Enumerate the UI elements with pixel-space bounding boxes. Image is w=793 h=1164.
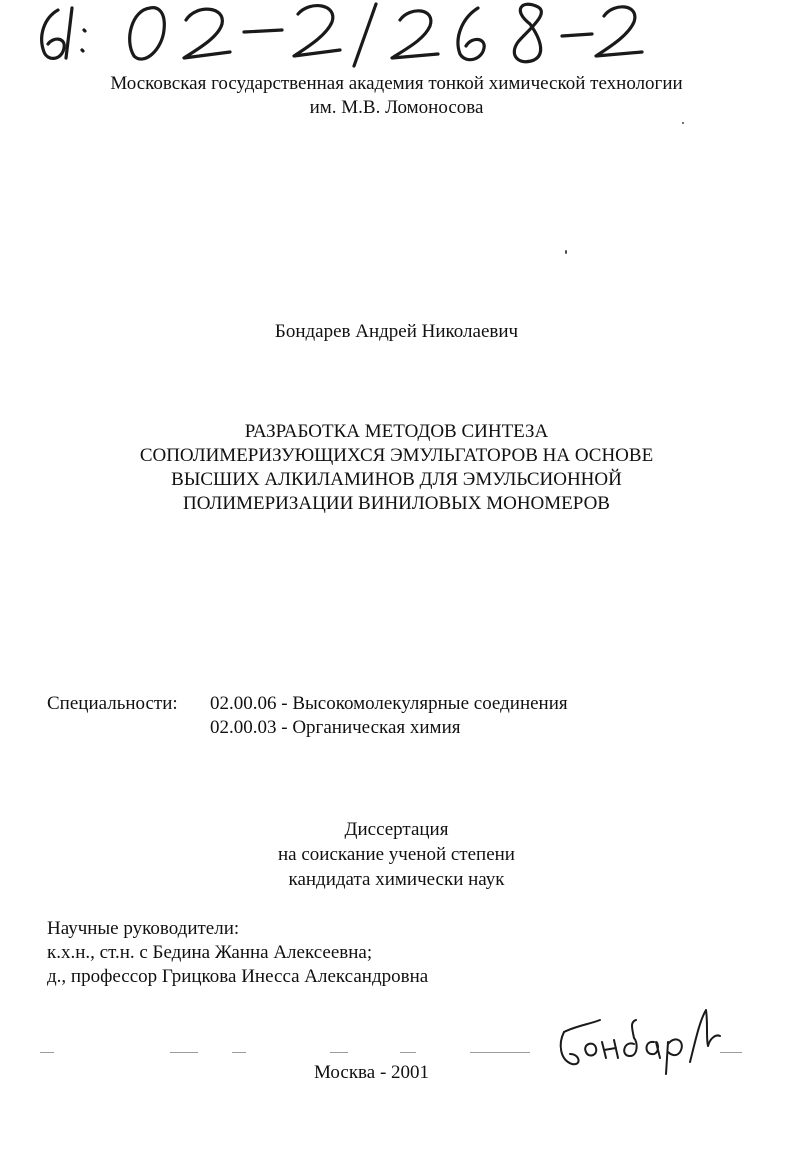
degree-line2: на соискание ученой степени xyxy=(278,844,515,865)
scan-mark xyxy=(232,1052,246,1053)
scan-speck xyxy=(565,250,567,254)
dissertation-title-line1: РАЗРАБОТКА МЕТОДОВ СИНТЕЗА xyxy=(244,421,549,442)
dissertation-title-line2: СОПОЛИМЕРИЗУЮЩИХСЯ ЭМУЛЬГАТОРОВ НА ОСНОВЕ xyxy=(139,445,654,466)
scan-mark xyxy=(40,1052,54,1053)
scan-mark xyxy=(170,1052,198,1053)
dissertation-title-line4: ПОЛИМЕРИЗАЦИИ ВИНИЛОВЫХ МОНОМЕРОВ xyxy=(183,493,610,514)
author-name: Бондарев Андрей Николаевич xyxy=(274,321,519,342)
institution-name-line2: им. М.В. Ломоносова xyxy=(309,97,484,118)
supervisors-label: Научные руководители: xyxy=(47,918,240,939)
scan-mark xyxy=(400,1052,416,1053)
dissertation-title-line3: ВЫСШИХ АЛКИЛАМИНОВ ДЛЯ ЭМУЛЬСИОННОЙ xyxy=(171,469,622,490)
handwritten-signature xyxy=(550,998,730,1076)
scan-speck xyxy=(682,122,684,124)
supervisor-item: к.х.н., ст.н. с Бедина Жанна Алексеевна; xyxy=(47,942,373,963)
scan-mark xyxy=(330,1052,348,1053)
speciality-item: 02.00.06 - Высокомолекулярные соединения xyxy=(210,693,568,714)
degree-line1: Диссертация xyxy=(344,819,449,840)
handwritten-catalog-number xyxy=(0,0,793,76)
place-year: Москва - 2001 xyxy=(314,1062,430,1083)
supervisor-item: д., профессор Грицкова Инесса Александровна xyxy=(47,966,429,987)
specialities-label: Специальности: xyxy=(47,693,178,714)
speciality-item: 02.00.03 - Органическая химия xyxy=(210,717,461,738)
degree-line3: кандидата химически наук xyxy=(288,869,505,890)
scan-mark xyxy=(470,1052,530,1053)
institution-name-line1: Московская государственная академия тонкой химической технологии xyxy=(110,73,683,94)
